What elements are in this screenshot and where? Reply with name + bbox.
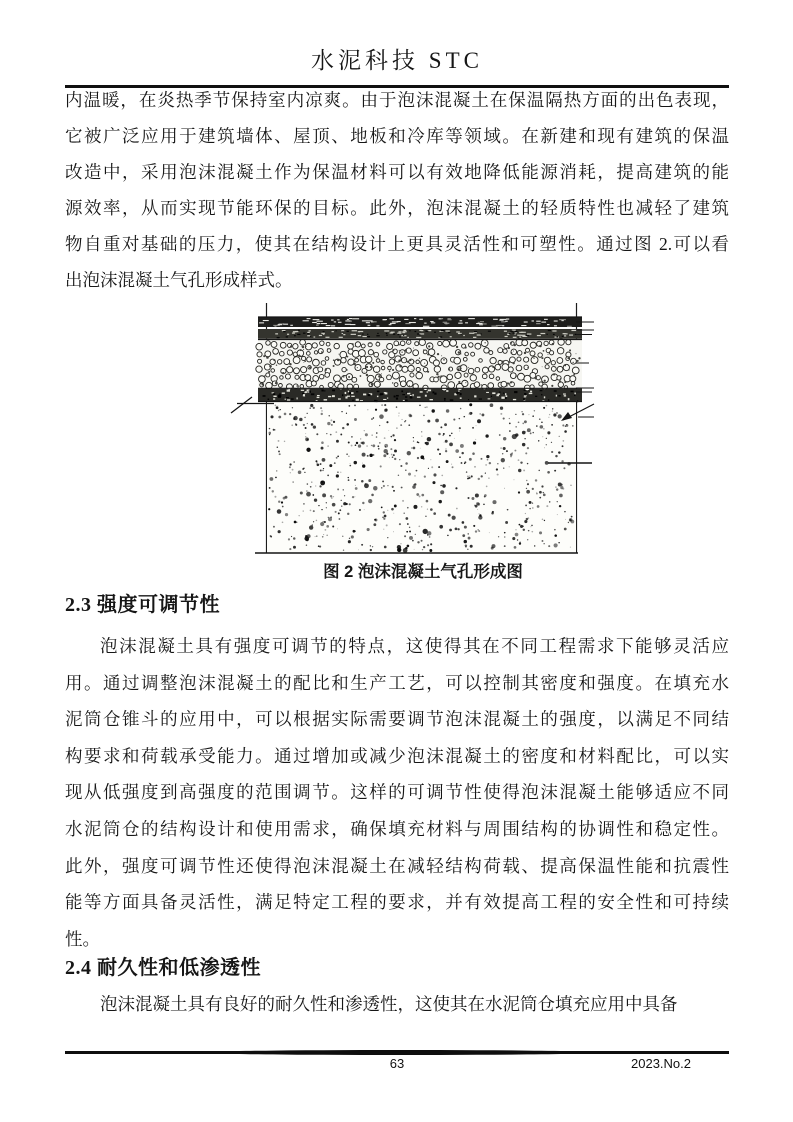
body-text-line: 水泥筒仓的结构设计和使用需求，确保填充材料与周围结构的协调性和稳定性。 (65, 818, 729, 839)
issue-number: 2023.No.2 (631, 1056, 691, 1071)
body-text-line: 构要求和荷载承受能力。通过增加或减少泡沫混凝土的密度和材料配比，可以实 (65, 745, 729, 766)
figure-concrete-layer (267, 402, 576, 553)
body-text-line: 内温暖，在炎热季节保持室内凉爽。由于泡沫混凝土在保温隔热方面的出色表现， (65, 90, 729, 110)
body-text-line: 泡沫混凝土具有强度可调节的特点，这使得其在不同工程需求下能够灵活应 (100, 636, 729, 656)
body-text-line: 用。通过调整泡沫混凝土的配比和生产工艺，可以控制其密度和强度。在填充水 (65, 672, 729, 693)
body-text-line: 它被广泛应用于建筑墙体、屋顶、地板和冷库等领域。在新建和现有建筑的保温 (65, 126, 729, 146)
body-text-line: 泥筒仓锥斗的应用中，可以根据实际需要调节泡沫混凝土的强度，以满足不同结 (65, 709, 729, 730)
section-heading-2-4: 2.4 耐久性和低渗透性 (65, 957, 261, 979)
paragraph-strength-adjustability (65, 628, 729, 957)
body-text-line: 出泡沫混凝土气孔形成样式。 (65, 270, 293, 290)
body-text-line: 能等方面具备灵活性，满足特定工程的要求，并有效提高工程的安全性和可持续 (65, 892, 729, 913)
body-text-line: 此外，强度可调节性还使得泡沫混凝土在减轻结构荷载、提高保温性能和抗震性 (65, 855, 729, 876)
page-number: 63 (389, 1056, 405, 1071)
paragraph-foam-insulation (65, 82, 729, 298)
figure-pore-formation-diagram (220, 295, 610, 565)
footer-rule-bulge (200, 1050, 600, 1055)
body-text-line: 泡沫混凝土具有良好的耐久性和渗透性，这使其在水泥筒仓填充应用中具备 (100, 994, 678, 1014)
body-text-line: 物自重对基础的压力，使其在结构设计上更具灵活性和可塑性。通过图 2.可以看 (65, 234, 729, 254)
body-text-line: 源效率，从而实现节能环保的目标。此外，泡沫混凝土的轻质特性也减轻了建筑 (65, 198, 729, 218)
body-text-line: 性。 (65, 928, 100, 949)
body-text-line: 现从低强度到高强度的范围调节。这样的可调节性使得泡沫混凝土能够适应不同 (65, 782, 729, 803)
section-heading-2-3: 2.3 强度可调节性 (65, 594, 220, 616)
journal-title: 水泥科技 STC (311, 48, 483, 73)
paragraph-durability (65, 986, 729, 1022)
body-text-line: 改造中，采用泡沫混凝土作为保温材料可以有效地降低能源消耗，提高建筑的能 (65, 162, 729, 182)
figure-caption: 图 2 泡沫混凝土气孔形成图 (323, 563, 523, 581)
